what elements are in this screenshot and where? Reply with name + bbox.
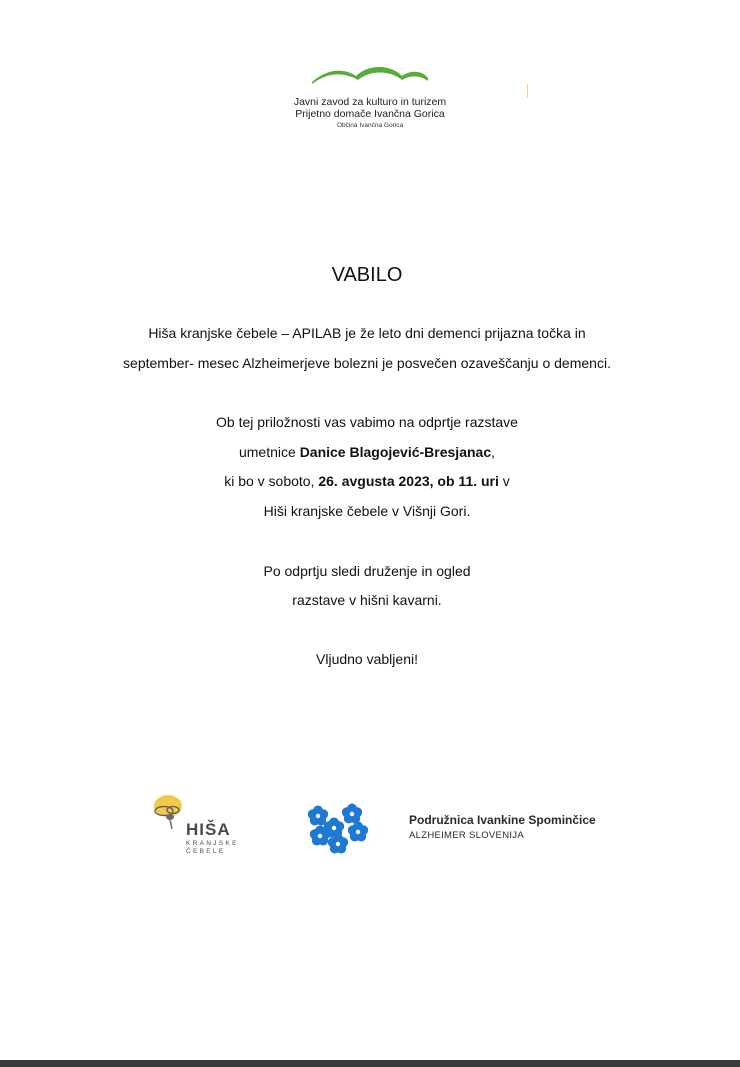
text-line-4: [0, 443, 734, 461]
org-name-line2: Prijetno domače Ivančna Gorica: [295, 108, 445, 120]
header-logo: [280, 64, 460, 144]
text-line-8: razstave v hišni kavarni.: [292, 592, 442, 608]
text-line-5-post: v: [498, 473, 510, 489]
hisa-sub2: ČEBELE: [186, 848, 226, 855]
org-name-line3: Občina Ivančna Gorica: [336, 122, 404, 129]
hisa-subtitle: [186, 840, 239, 856]
hisa-kranjske-cebele-logo: [150, 793, 250, 863]
event-date: 26. avgusta 2023, ob 11. uri: [318, 473, 499, 489]
hisa-word: HIŠA: [186, 820, 231, 839]
text-line-1: Hiša kranjske čebele – APILAB je že leto dni demenci prijazna točka in: [148, 325, 586, 341]
forget-me-not-logo: [304, 802, 374, 856]
text-line-5: [0, 472, 734, 490]
org-name-line1: Javni zavod za kulturo in turizem: [293, 96, 447, 108]
text-line-2: september- mesec Alzheimerjeve bolezni je posvečen ozaveščanju o demenci.: [123, 355, 611, 371]
text-line-3: Ob tej priložnosti vas vabimo na odprtje razstave: [216, 414, 518, 430]
viewer-bottom-bar: [0, 1060, 740, 1067]
artist-name: Danice Blagojević-Bresjanac: [299, 444, 492, 460]
podruznica-title: Podružnica Ivankine Spominčice: [409, 813, 596, 827]
forget-me-not-icon: [304, 802, 374, 856]
stray-mark: [527, 84, 528, 98]
text-line-4-pre: umetnice: [238, 444, 300, 460]
green-hills-icon: [310, 64, 430, 86]
text-line-6: Hiši kranjske čebele v Višnji Gori.: [263, 503, 471, 519]
podruznica-subtitle: ALZHEIMER SLOVENIJA: [409, 830, 524, 841]
bee-icon: [150, 793, 190, 833]
invitation-title: VABILO: [331, 264, 403, 286]
text-line-7: Po odprtju sledi druženje in ogled: [263, 563, 471, 579]
text-line-5-pre: ki bo v soboto,: [224, 473, 319, 489]
closing-line: Vljudno vabljeni!: [316, 651, 418, 667]
podruznica-logo: [409, 813, 619, 841]
hisa-sub1: KRANJSKE: [186, 840, 239, 847]
text-line-4-post: ,: [491, 444, 495, 460]
